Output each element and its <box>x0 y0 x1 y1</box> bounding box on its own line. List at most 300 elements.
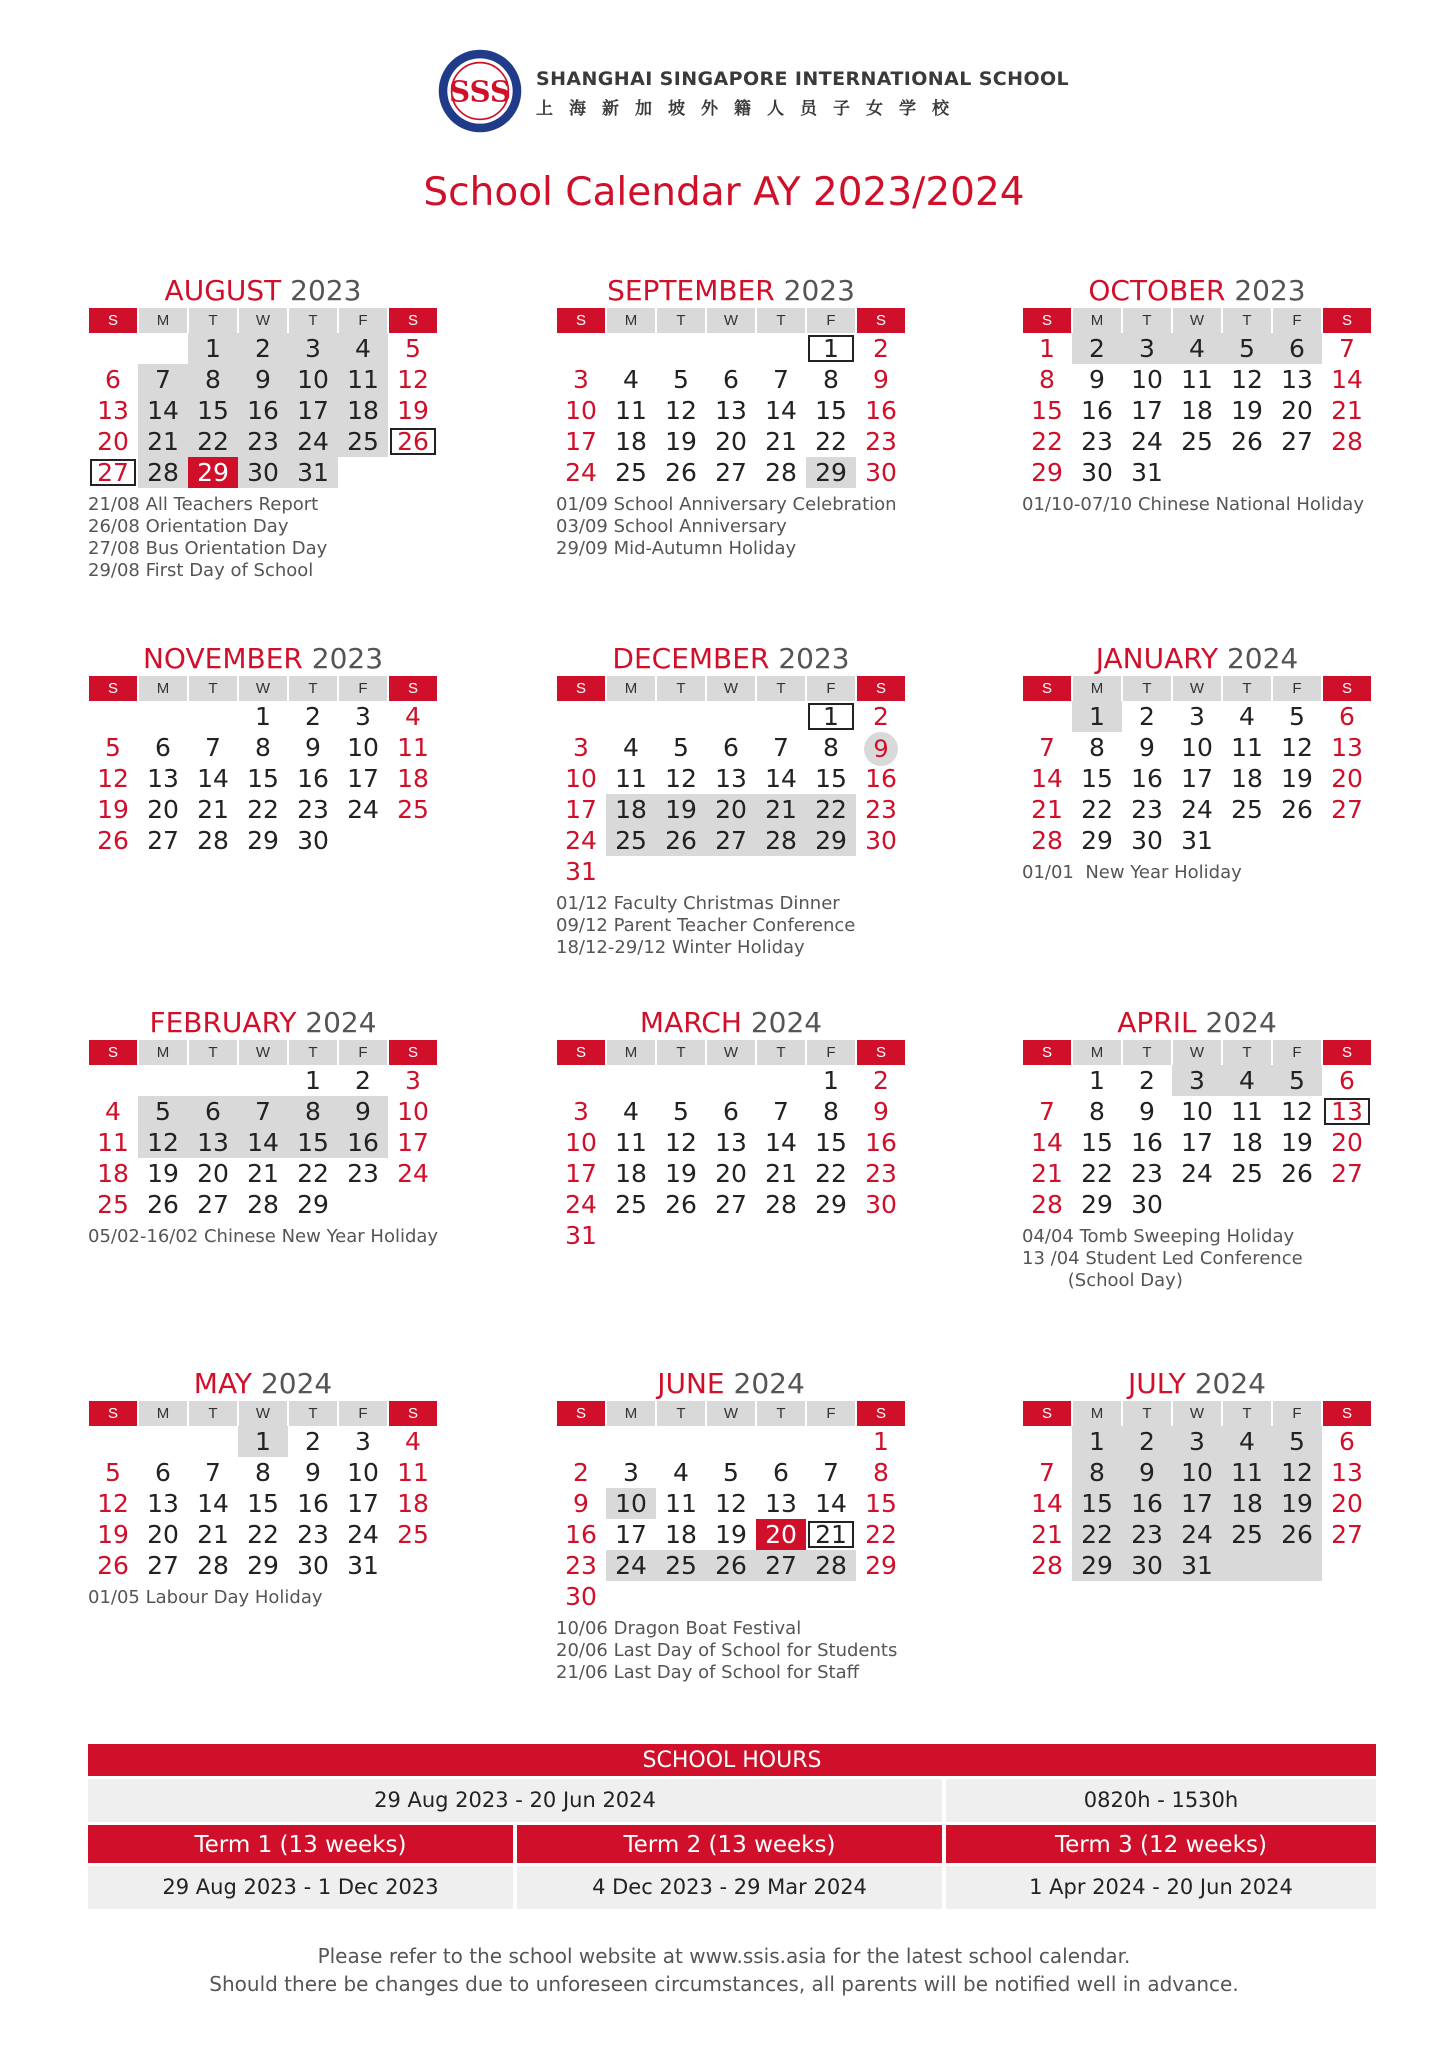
calendar-day: 26 <box>1281 795 1313 824</box>
weekday-header: S <box>857 1040 905 1065</box>
calendar-day: 11 <box>1231 733 1263 762</box>
calendar-day: 28 <box>1031 1551 1063 1580</box>
calendar-day: 29 <box>1081 826 1113 855</box>
calendar-day: 4 <box>673 1458 689 1487</box>
weekday-header: T <box>1223 308 1271 333</box>
weekday-header: T <box>1223 676 1271 701</box>
month-notes <box>1022 862 1372 884</box>
calendar-day: 23 <box>565 1551 597 1580</box>
calendar-day: 21 <box>1031 795 1063 824</box>
calendar-empty-cell <box>1272 1189 1322 1220</box>
calendar-day: 18 <box>397 764 429 793</box>
calendar-day: 19 <box>665 1159 697 1188</box>
calendar-day: 9 <box>338 1096 388 1127</box>
weekday-header: S <box>1323 1401 1371 1426</box>
calendar-day: 22 <box>1031 427 1063 456</box>
calendar-day: 25 <box>1231 795 1263 824</box>
calendar-day: 31 <box>565 857 597 886</box>
calendar-empty-cell <box>606 1581 656 1612</box>
calendar-day: 12 <box>715 1489 747 1518</box>
calendar-day: 3 <box>623 1458 639 1487</box>
calendar-day: 2 <box>1122 1426 1172 1457</box>
calendar-day: 17 <box>1181 1128 1213 1157</box>
calendar-empty-cell <box>238 1065 288 1096</box>
calendar-day: 22 <box>188 426 238 457</box>
calendar-day: 13 <box>1331 733 1363 762</box>
month-december <box>556 642 906 959</box>
weekday-header: T <box>1223 1401 1271 1426</box>
calendar-empty-cell <box>1222 457 1272 488</box>
calendar-day: 29 <box>806 457 856 488</box>
month-notes <box>1022 1226 1372 1292</box>
calendar-day: 24 <box>347 795 379 824</box>
calendar-day: 31 <box>288 457 338 488</box>
footer-note <box>0 1942 1448 1998</box>
calendar-day: 6 <box>188 1096 238 1127</box>
calendar-day: 2 <box>355 1066 371 1095</box>
calendar-day: 12 <box>97 764 129 793</box>
month-year: 2023 <box>1234 274 1306 307</box>
calendar-day: 29 <box>1081 1190 1113 1219</box>
month-year: 2023 <box>783 274 855 307</box>
weekday-header: M <box>139 1040 187 1065</box>
calendar-empty-cell <box>856 1581 906 1612</box>
calendar-day: 4 <box>623 733 639 762</box>
calendar-day: 29 <box>1031 458 1063 487</box>
month-name: FEBRUARY <box>149 1006 297 1039</box>
weekday-header: M <box>1073 1401 1121 1426</box>
event-note: 01/05 Labour Day Holiday <box>88 1587 323 1608</box>
weekday-header: W <box>239 1040 287 1065</box>
calendar-day: 15 <box>1031 396 1063 425</box>
calendar-day: 29 <box>806 825 856 856</box>
calendar-day: 30 <box>238 457 288 488</box>
calendar-day: 30 <box>1131 826 1163 855</box>
calendar-empty-cell <box>806 1581 856 1612</box>
calendar-day: 17 <box>288 395 338 426</box>
calendar-day: 20 <box>147 795 179 824</box>
weekday-header: W <box>707 1040 755 1065</box>
calendar-day: 6 <box>155 733 171 762</box>
calendar-empty-cell <box>706 1065 756 1096</box>
event-note: 21/06 Last Day of School for Staff <box>556 1662 860 1683</box>
calendar-day: 5 <box>1222 333 1272 364</box>
calendar-day: 14 <box>815 1489 847 1518</box>
calendar-day: 3 <box>1172 1065 1222 1096</box>
calendar-day: 23 <box>865 795 897 824</box>
calendar-day: 10 <box>288 364 338 395</box>
month-title <box>1022 274 1372 308</box>
event-note: (School Day) <box>1022 1270 1183 1291</box>
calendar-day: 7 <box>138 364 188 395</box>
calendar-day: 30 <box>1081 458 1113 487</box>
calendar-day: 10 <box>347 733 379 762</box>
weekday-header: S <box>89 1401 137 1426</box>
month-title <box>556 1006 906 1040</box>
month-july <box>1022 1367 1372 1581</box>
calendar-day: 5 <box>105 1458 121 1487</box>
calendar-empty-cell <box>756 701 806 732</box>
event-note: 01/09 School Anniversary Celebration <box>556 494 897 515</box>
calendar-day: 27 <box>706 825 756 856</box>
calendar-empty-cell <box>1222 1550 1272 1581</box>
calendar-day: 19 <box>97 1520 129 1549</box>
calendar-empty-cell <box>138 333 188 364</box>
calendar-day: 28 <box>197 826 229 855</box>
calendar-day: 22 <box>247 1520 279 1549</box>
school-name-chinese: 上海新加坡外籍人员子女学校 <box>536 99 965 119</box>
calendar-day: 5 <box>405 334 421 363</box>
calendar-empty-cell <box>656 856 706 887</box>
calendar-day: 10 <box>606 1488 656 1519</box>
calendar-day: 30 <box>865 826 897 855</box>
school-hours-table <box>88 1744 1376 1909</box>
calendar-day: 13 <box>715 396 747 425</box>
calendar-day: 22 <box>247 795 279 824</box>
calendar-day: 14 <box>197 764 229 793</box>
calendar-day: 4 <box>405 1427 421 1456</box>
calendar-day: 27 <box>715 1190 747 1219</box>
calendar-day: 18 <box>606 794 656 825</box>
weekday-header: T <box>1223 1040 1271 1065</box>
calendar-day: 31 <box>1131 458 1163 487</box>
calendar-day: 24 <box>565 1190 597 1219</box>
event-note: 05/02-16/02 Chinese New Year Holiday <box>88 1226 439 1247</box>
calendar-day: 29 <box>247 1551 279 1580</box>
event-note: 18/12-29/12 Winter Holiday <box>556 937 805 958</box>
weekday-header: T <box>757 1401 805 1426</box>
calendar-empty-cell <box>656 1220 706 1251</box>
calendar-day: 12 <box>97 1489 129 1518</box>
calendar-day: 22 <box>1081 1159 1113 1188</box>
calendar-empty-cell <box>188 1065 238 1096</box>
calendar-day: 8 <box>873 1458 889 1487</box>
calendar-day: 20 <box>147 1520 179 1549</box>
calendar-day: 26 <box>656 825 706 856</box>
calendar-day: 8 <box>823 733 839 762</box>
event-note: 20/06 Last Day of School for Students <box>556 1640 898 1661</box>
calendar-empty-cell <box>706 1581 756 1612</box>
calendar-day: 30 <box>565 1582 597 1611</box>
calendar-empty-cell <box>856 856 906 887</box>
weekday-header: W <box>239 308 287 333</box>
calendar-empty-cell <box>1222 1189 1272 1220</box>
calendar-day: 8 <box>823 365 839 394</box>
calendar-day: 3 <box>1172 1426 1222 1457</box>
month-august <box>88 274 438 582</box>
event-note: 04/04 Tomb Sweeping Holiday <box>1022 1226 1295 1247</box>
calendar-day: 15 <box>188 395 238 426</box>
calendar-empty-cell <box>338 457 388 488</box>
school-name-english: SHANGHAI SINGAPORE INTERNATIONAL SCHOOL <box>536 68 1070 90</box>
calendar-empty-cell <box>1022 1065 1072 1096</box>
calendar-day: 5 <box>1289 702 1305 731</box>
calendar-day: 2 <box>1072 333 1122 364</box>
event-note: 29/09 Mid-Autumn Holiday <box>556 538 797 559</box>
calendar-day: 25 <box>1222 1519 1272 1550</box>
weekday-header: S <box>1323 1040 1371 1065</box>
month-notes <box>556 893 906 959</box>
month-name: SEPTEMBER <box>607 274 775 307</box>
calendar-empty-cell <box>556 333 606 364</box>
calendar-day: 3 <box>1122 333 1172 364</box>
calendar-empty-cell <box>1272 457 1322 488</box>
calendar-day: 3 <box>1189 702 1205 731</box>
calendar-day: 7 <box>205 1458 221 1487</box>
calendar-day: 30 <box>297 826 329 855</box>
calendar-empty-cell <box>188 701 238 732</box>
term-3-dates: 1 Apr 2024 - 20 Jun 2024 <box>946 1866 1376 1909</box>
weekday-header: S <box>1323 308 1371 333</box>
term-1-label: Term 1 (13 weeks) <box>88 1825 513 1863</box>
calendar-empty-cell <box>1322 457 1372 488</box>
weekday-header: W <box>239 676 287 701</box>
calendar-day: 25 <box>615 458 647 487</box>
calendar-day: 27 <box>147 826 179 855</box>
weekday-header: W <box>1173 308 1221 333</box>
calendar-day: 15 <box>247 764 279 793</box>
calendar-day: 29 <box>865 1551 897 1580</box>
calendar-day: 1 <box>1089 1066 1105 1095</box>
calendar-day: 11 <box>397 1458 429 1487</box>
calendar-day: 19 <box>1281 764 1313 793</box>
calendar-day: 11 <box>1222 1457 1272 1488</box>
month-march <box>556 1006 906 1251</box>
weekday-header: S <box>389 1040 437 1065</box>
calendar-day: 9 <box>1089 365 1105 394</box>
calendar-day: 15 <box>1072 1488 1122 1519</box>
calendar-day: 14 <box>765 396 797 425</box>
calendar-day: 9 <box>305 733 321 762</box>
calendar-day: 23 <box>865 427 897 456</box>
calendar-empty-cell <box>606 333 656 364</box>
calendar-empty-cell <box>1272 1550 1322 1581</box>
weekday-header: S <box>1023 1401 1071 1426</box>
calendar-day: 11 <box>615 1128 647 1157</box>
month-grid <box>88 676 438 856</box>
calendar-day: 28 <box>756 825 806 856</box>
weekday-header: M <box>607 1401 655 1426</box>
calendar-day: 27 <box>715 458 747 487</box>
event-note: 03/09 School Anniversary <box>556 516 787 537</box>
month-grid <box>1022 1040 1372 1220</box>
calendar-day: 19 <box>1281 1128 1313 1157</box>
calendar-day: 16 <box>865 1128 897 1157</box>
month-january <box>1022 642 1372 884</box>
calendar-day: 17 <box>1172 1488 1222 1519</box>
calendar-day: 1 <box>255 702 271 731</box>
calendar-day: 9 <box>1139 733 1155 762</box>
calendar-day: 31 <box>1172 1550 1222 1581</box>
calendar-empty-cell <box>656 333 706 364</box>
weekday-header: M <box>139 676 187 701</box>
calendar-day: 10 <box>565 396 597 425</box>
month-title <box>1022 1006 1372 1040</box>
weekday-header: S <box>1323 676 1371 701</box>
weekday-header: W <box>1173 1040 1221 1065</box>
weekday-header: W <box>1173 1401 1221 1426</box>
calendar-empty-cell <box>656 701 706 732</box>
calendar-day: 5 <box>673 1097 689 1126</box>
calendar-day: 3 <box>573 733 589 762</box>
calendar-empty-cell <box>756 1065 806 1096</box>
calendar-day: 8 <box>288 1096 338 1127</box>
weekday-header: T <box>657 676 705 701</box>
calendar-day: 30 <box>297 1551 329 1580</box>
calendar-day: 18 <box>338 395 388 426</box>
calendar-day: 21 <box>765 1159 797 1188</box>
calendar-day: 20 <box>715 427 747 456</box>
calendar-day: 10 <box>1181 1097 1213 1126</box>
calendar-day: 12 <box>1281 733 1313 762</box>
calendar-day: 22 <box>1081 795 1113 824</box>
calendar-day: 27 <box>1331 1159 1363 1188</box>
month-grid <box>88 1401 438 1581</box>
calendar-day: 1 <box>873 1427 889 1456</box>
calendar-day: 6 <box>1339 702 1355 731</box>
calendar-day: 18 <box>1181 396 1213 425</box>
weekday-header: S <box>1023 1040 1071 1065</box>
calendar-day: 9 <box>305 1458 321 1487</box>
calendar-day: 9 <box>873 365 889 394</box>
calendar-day: 21 <box>247 1159 279 1188</box>
calendar-day: 17 <box>565 795 597 824</box>
calendar-day: 5 <box>1272 1426 1322 1457</box>
calendar-day: 27 <box>147 1551 179 1580</box>
weekday-header: W <box>239 1401 287 1426</box>
month-notes <box>556 494 906 560</box>
calendar-day: 22 <box>806 794 856 825</box>
weekday-header: M <box>139 1401 187 1426</box>
calendar-day: 18 <box>1231 1128 1263 1157</box>
weekday-header: S <box>557 308 605 333</box>
calendar-day: 3 <box>573 1097 589 1126</box>
calendar-day: 25 <box>397 1520 429 1549</box>
calendar-day: 16 <box>1122 1488 1172 1519</box>
month-year: 2023 <box>311 642 384 675</box>
calendar-day: 4 <box>623 365 639 394</box>
calendar-empty-cell <box>756 856 806 887</box>
calendar-day: 31 <box>565 1221 597 1250</box>
calendar-day: 12 <box>1281 1097 1313 1126</box>
calendar-empty-cell <box>1322 1189 1372 1220</box>
month-name: OCTOBER <box>1088 274 1226 307</box>
calendar-day: 4 <box>105 1097 121 1126</box>
month-name: AUGUST <box>164 274 282 307</box>
calendar-day: 26 <box>706 1550 756 1581</box>
calendar-empty-cell <box>556 1065 606 1096</box>
calendar-day: 14 <box>1031 1128 1063 1157</box>
calendar-empty-cell <box>706 333 756 364</box>
weekday-header: T <box>657 1401 705 1426</box>
month-title <box>1022 1367 1372 1401</box>
weekday-header: T <box>757 308 805 333</box>
calendar-day: 14 <box>1031 764 1063 793</box>
weekday-header: M <box>607 676 655 701</box>
weekday-header: F <box>807 308 855 333</box>
calendar-day: 23 <box>1081 427 1113 456</box>
month-year: 2024 <box>305 1006 377 1039</box>
month-title <box>556 1367 906 1401</box>
calendar-day: 25 <box>1231 1159 1263 1188</box>
calendar-day: 29 <box>247 826 279 855</box>
month-name: MAY <box>193 1367 253 1400</box>
month-title <box>556 274 906 308</box>
calendar-day: 7 <box>1039 733 1055 762</box>
calendar-day: 20 <box>1281 396 1313 425</box>
calendar-day: 10 <box>347 1458 379 1487</box>
weekday-header: F <box>1273 308 1321 333</box>
calendar-day: 9 <box>873 1097 889 1126</box>
calendar-day: 18 <box>1231 764 1263 793</box>
calendar-day: 25 <box>606 825 656 856</box>
weekday-header: T <box>1123 308 1171 333</box>
calendar-day: 13 <box>1281 365 1313 394</box>
calendar-day: 2 <box>573 1458 589 1487</box>
calendar-day: 1 <box>823 1066 839 1095</box>
calendar-day: 28 <box>1331 427 1363 456</box>
calendar-day: 30 <box>865 458 897 487</box>
calendar-day: 27 <box>1331 1520 1363 1549</box>
month-october <box>1022 274 1372 516</box>
weekday-header: S <box>857 308 905 333</box>
calendar-day: 16 <box>297 764 329 793</box>
calendar-day: 23 <box>865 1159 897 1188</box>
weekday-header: S <box>389 308 437 333</box>
calendar-day: 17 <box>397 1128 429 1157</box>
calendar-day: 29 <box>815 1190 847 1219</box>
calendar-day: 1 <box>305 1066 321 1095</box>
calendar-day: 28 <box>138 457 188 488</box>
calendar-day: 1 <box>1039 334 1055 363</box>
month-grid <box>88 308 438 488</box>
calendar-empty-cell <box>138 1426 188 1457</box>
month-year: 2024 <box>750 1006 823 1039</box>
calendar-day: 2 <box>873 1066 889 1095</box>
calendar-day: 27 <box>1281 427 1313 456</box>
month-grid <box>556 308 906 488</box>
calendar-empty-cell <box>1022 701 1072 732</box>
month-grid <box>1022 1401 1372 1581</box>
month-year: 2024 <box>1226 642 1299 675</box>
calendar-day: 21 <box>1031 1520 1063 1549</box>
calendar-day: 19 <box>715 1520 747 1549</box>
calendar-day: 5 <box>1272 1065 1322 1096</box>
calendar-day: 25 <box>656 1550 706 1581</box>
calendar-day: 13 <box>715 764 747 793</box>
weekday-header: T <box>189 308 237 333</box>
calendar-day: 16 <box>865 396 897 425</box>
calendar-empty-cell <box>88 333 138 364</box>
footer-line-2: Should there be changes due to unforeseen circumstances, all parents will be notified well in advance. <box>209 1972 1239 1996</box>
calendar-day: 11 <box>615 764 647 793</box>
weekday-header: T <box>657 308 705 333</box>
calendar-day: 26 <box>1272 1519 1322 1550</box>
month-may <box>88 1367 438 1609</box>
calendar-day: 16 <box>1131 764 1163 793</box>
calendar-day: 1 <box>238 1426 288 1457</box>
calendar-day: 28 <box>1031 826 1063 855</box>
weekday-header: T <box>757 676 805 701</box>
calendar-empty-cell <box>388 1550 438 1581</box>
calendar-day: 22 <box>1072 1519 1122 1550</box>
calendar-day: 17 <box>565 1159 597 1188</box>
calendar-day: 20 <box>1331 1128 1363 1157</box>
calendar-empty-cell <box>1272 825 1322 856</box>
calendar-day: 15 <box>815 396 847 425</box>
calendar-day: 6 <box>723 365 739 394</box>
calendar-day: 5 <box>673 733 689 762</box>
